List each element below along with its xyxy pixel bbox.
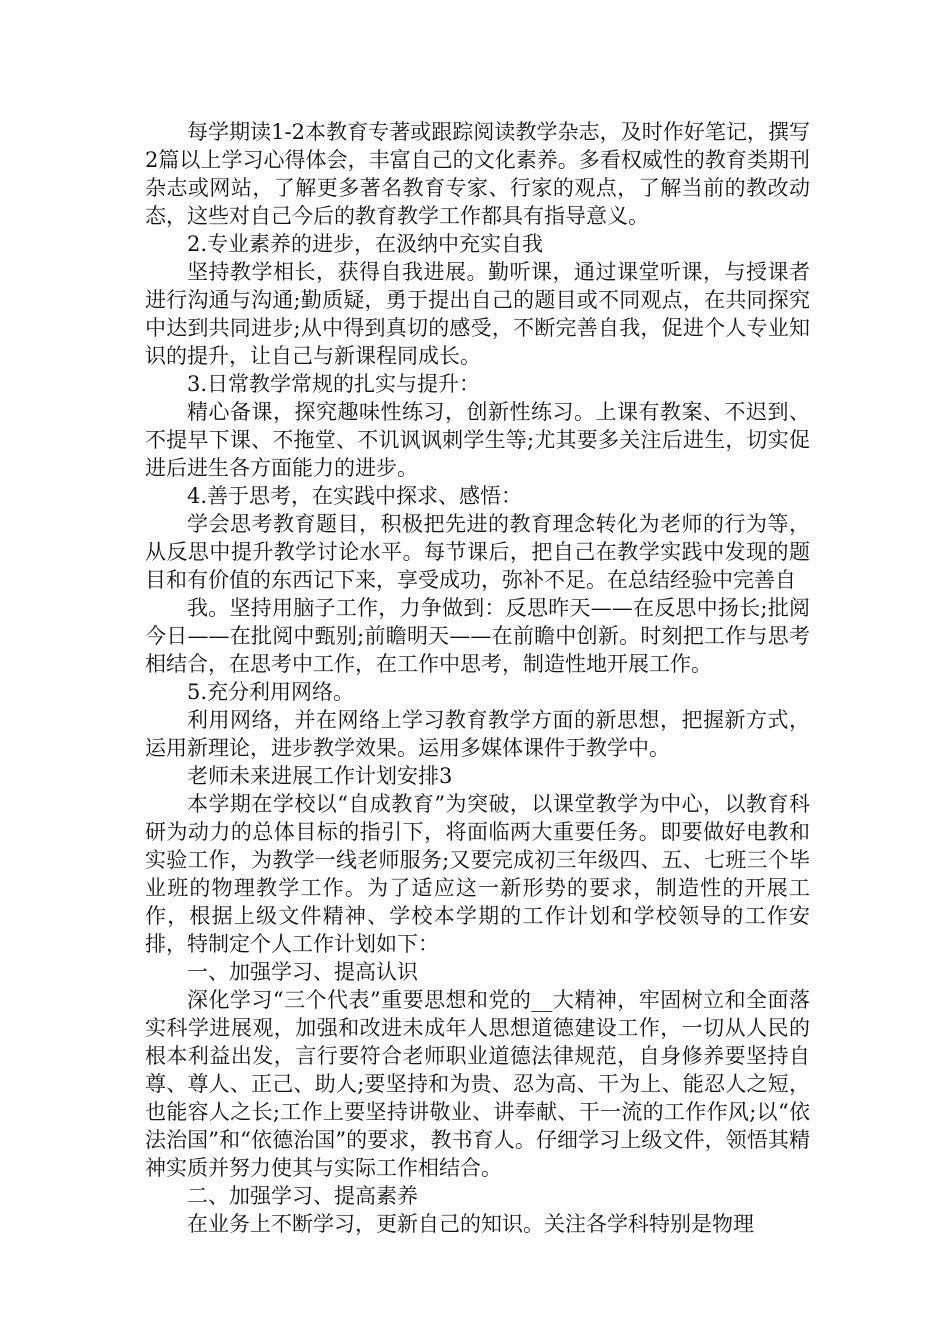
- heading-professional-growth: 2.专业素养的进步，在汲纳中充实自我: [187, 232, 544, 256]
- paragraph-update-knowledge: 在业务上不断学习，更新自己的知识。关注各学科特别是物理: [187, 1212, 754, 1236]
- paragraph-reflection-1: 学会思考教育题目，积极把先进的教育理念转化为老师的行为等，从反思中提升教学讨论水平。每节课后，把自己在教学实践中发现的题目和有价值的东西记下来，享受成功，弥补不足。在总结经验中完善自: [145, 512, 810, 592]
- document-body: [145, 118, 810, 1238]
- paragraph-reflection-2: 我。坚持用脑子工作，力争做到：反思昨天——在反思中扬长;批阅今日——在批阅中甄别;前瞻明天——在前瞻中创新。时刻把工作与思考相结合，在思考中工作，在工作中思考，制造性地开展工作。: [145, 596, 810, 676]
- paragraph-teaching-growth: 坚持教学相长，获得自我进展。勤听课，通过课堂听课，与授课者进行沟通与沟通;勤质疑，勇于提出自己的题目或不同观点，在共同探究中达到共同进步;从中得到真切的感受，不断完善自我，促进个人专业知识的提升，让自己与新课程同成长。: [145, 260, 810, 368]
- paragraph-lesson-prep: 精心备课，探究趣味性练习，创新性练习。上课有教案、不迟到、不提早下课、不拖堂、不讥讽讽刺学生等;尤其要多关注后进生，切实促进后进生各方面能力的进步。: [145, 400, 810, 480]
- paragraph-semester-tasks: 本学期在学校以“自成教育”为突破，以课堂教学为中心，以教育科研为动力的总体目标的指引下，将面临两大重要任务。即要做好电教和实验工作，为教学一线老师服务;又要完成初三年级四、五、七班三个毕业班的物理教学工作。为了适应这一新形势的要求，制造性的开展工作，根据上级文件精神、学校本学期的工作计划和学校领导的工作安排，特制定个人工作计划如下：: [145, 792, 810, 956]
- paragraph-study-ideology: 深化学习“三个代表”重要思想和党的__大精神，牢固树立和全面落实科学进展观，加强和改进未成年人思想道德建设工作，一切从人民的根本利益出发，言行要符合老师职业道德法律规范，自身修养要坚持自尊、尊人、正己、助人;要坚持和为贵、忍为高、干为上、能忍人之短，也能容人之长;工作上要坚持讲敬业、讲奉献、干一流的工作作风;以“依法治国”和“依德治国”的要求，教书育人。仔细学习上级文件，领悟其精神实质并努力使其与实际工作相结合。: [145, 988, 810, 1180]
- heading-plan-3: 老师未来进展工作计划安排3: [187, 764, 453, 788]
- heading-section-1: 一、加强学习、提高认识: [187, 960, 418, 984]
- paragraph-network: 利用网络，并在网络上学习教育教学方面的新思想，把握新方式，运用新理论，进步教学效果。运用多媒体课件于教学中。: [145, 708, 810, 760]
- paragraph-reading-habits: 每学期读1-2本教育专著或跟踪阅读教学杂志，及时作好笔记，撰写2篇以上学习心得体会，丰富自己的文化素养。多看权威性的教育类期刊杂志或网站，了解更多著名教育专家、行家的观点，了解当前的教改动态，这些对自己今后的教育教学工作都具有指导意义。: [145, 120, 810, 228]
- heading-section-2: 二、加强学习、提高素养: [187, 1184, 418, 1208]
- heading-daily-routine: 3.日常教学常规的扎实与提升：: [187, 372, 481, 396]
- heading-network: 5.充分利用网络。: [187, 680, 355, 704]
- heading-reflection: 4.善于思考，在实践中探求、感悟：: [187, 484, 523, 508]
